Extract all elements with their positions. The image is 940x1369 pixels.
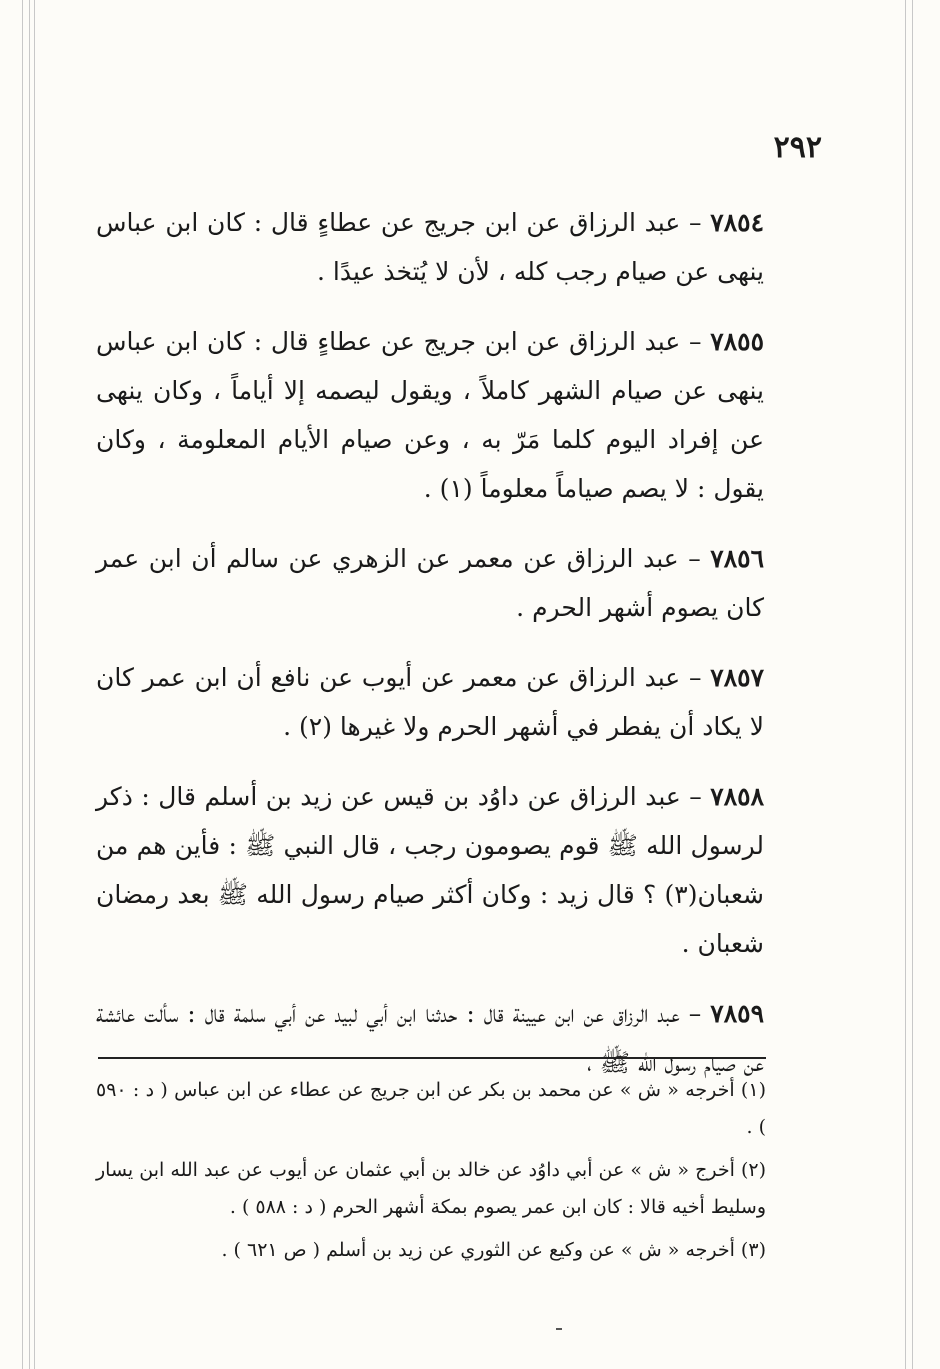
hadith-number: ٧٨٥٧ <box>710 663 764 692</box>
hadith-number: ٧٨٥٦ <box>710 544 764 573</box>
hadith-number: ٧٨٥٩ <box>710 999 764 1028</box>
scan-edge-line <box>912 0 913 1369</box>
hadith-number: ٧٨٥٤ <box>710 208 764 237</box>
main-text <box>96 198 764 1108</box>
hadith-number: ٧٨٥٥ <box>710 327 764 356</box>
scan-edge-line <box>905 0 906 1369</box>
hadith-paragraph <box>96 772 764 968</box>
hadith-paragraph <box>96 653 764 751</box>
ink-mark <box>556 1328 562 1330</box>
hadith-number: ٧٨٥٨ <box>710 782 764 811</box>
scan-edge-line <box>34 0 35 1369</box>
footnote: (٣) أخرجه « ش » عن وكيع عن الثوري عن زيد بن أسلم ( ص ٦٢١ ) . <box>221 1239 766 1261</box>
hadith-text: – عبد الرزاق عن ابن جريج عن عطاءٍ قال : كان ابن عباس ينهى عن صيام الشهر كاملاً ، ويقول ليصمه إلا أياماً ، وكان ينهى عن إفراد اليوم كلما مَرّ به ، وعن صيام الأيام المعلومة ، وكان يقول : لا يصم صياماً معلوماً (١) . <box>96 327 764 503</box>
footnote-divider <box>98 1057 766 1059</box>
hadith-text: – عبد الرزاق عن معمر عن الزهري عن سالم أن ابن عمر كان يصوم أشهر الحرم . <box>96 544 764 622</box>
footnotes <box>96 1072 766 1275</box>
hadith-paragraph <box>96 534 764 632</box>
scan-edge-line <box>29 0 30 1369</box>
footnote: (١) أخرجه « ش » عن محمد بن بكر عن ابن جريج عن عطاء عن ابن عباس ( د : ٥٩٠ ) . <box>96 1079 766 1138</box>
hadith-text: – عبد الرزاق عن داوُد بن قيس عن زيد بن أسلم قال : ذكر لرسول الله ﷺ قوم يصومون رجب ، قال النبي ﷺ : فأين هم من شعبان(٣) ؟ قال زيد : وكان أكثر صيام رسول الله ﷺ بعد رمضان شعبان . <box>96 782 764 958</box>
page-number: ٢٩٢ <box>773 130 822 165</box>
hadith-paragraph <box>96 317 764 513</box>
scan-edge-line <box>22 0 23 1369</box>
hadith-text: – عبد الرزاق عن ابن عيينة قال : حدثنا ابن أبي لبيد عن أبي سلمة قال : سألت عائشة عن صيام رسول الله ﷺ ، <box>96 999 764 1077</box>
footnote: (٢) أخرج « ش » عن أبي داوُد عن خالد بن أبي عثمان عن أيوب عن عبد الله ابن يسار وسليط أخيه قالا : كان ابن عمر يصوم بمكة أشهر الحرم ( د : ٥٨٨ ) . <box>96 1159 766 1218</box>
hadith-text: – عبد الرزاق عن ابن جريج عن عطاءٍ قال : كان ابن عباس ينهى عن صيام رجب كله ، لأن لا يُتخذ عيدًا . <box>96 208 764 286</box>
hadith-paragraph <box>96 198 764 296</box>
hadith-text: – عبد الرزاق عن معمر عن أيوب عن نافع أن ابن عمر كان لا يكاد أن يفطر في أشهر الحرم ولا غيرها (٢) . <box>96 663 764 741</box>
